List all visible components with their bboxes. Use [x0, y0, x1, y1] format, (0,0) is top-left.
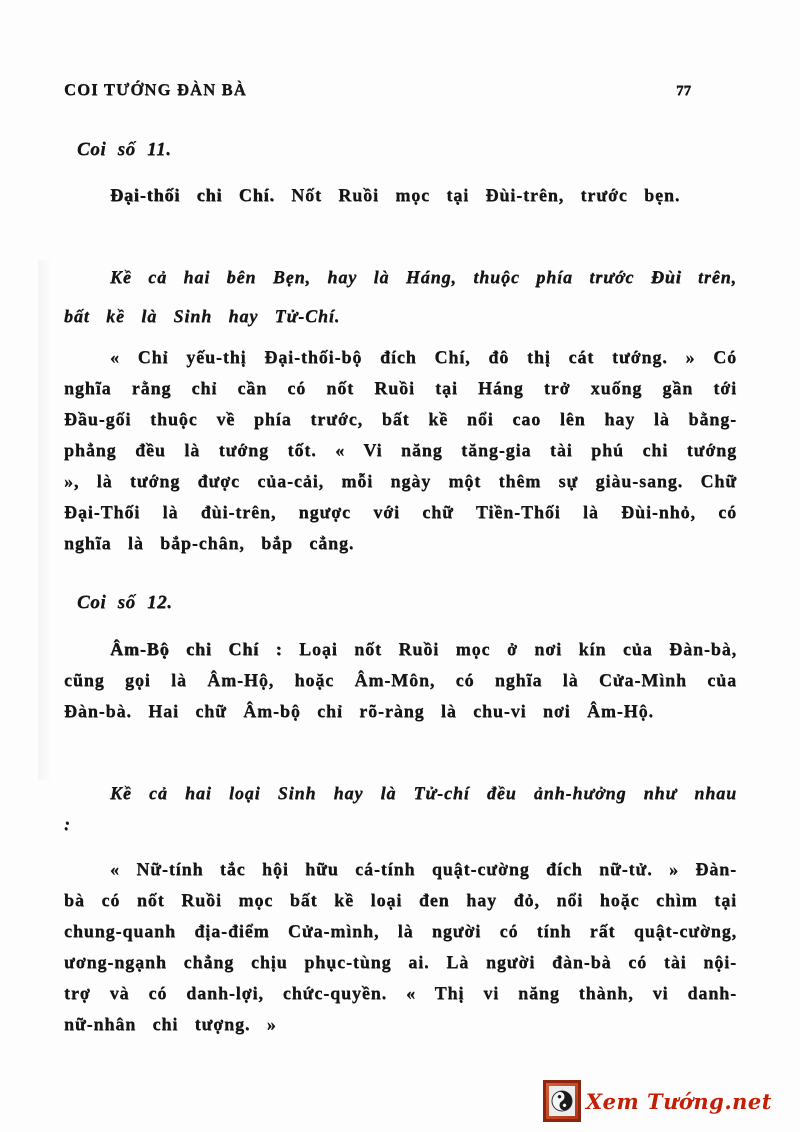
paragraph-chi-yeu-thi-quote: « Chỉ yếu-thị Đại-thối-bộ đích Chí, đô thị cát tướng. » Có nghĩa rằng chỉ cần có nốt Ruồi tại Háng trở xuống gần tới Đầu-gối thuộc về phía trước, bất kề nổi cao lên hay là bằng-phẳng đều là tướng tốt. « Vi năng tăng-gia tài phú chi tướng », là tướng được của-cải, mỗi ngày một thêm sự giàu-sang. Chữ Đại-Thối là đùi-trên, ngược với chữ Tiền-Thối là Đùi-nhỏ, có nghĩa là bắp-chân, bắp cẳng.	[64, 347, 737, 553]
paragraph-nu-tinh-quote: « Nữ-tính tắc hội hữu cá-tính quật-cường đích nữ-tử. » Đàn-bà có nốt Ruồi mọc bất kề loại đen hay đỏ, nổi hoặc chìm tại chung-quanh địa-điểm Cửa-mình, là người có tính rất quật-cường, ương-ngạnh chẳng chịu phục-tùng ai. Là người đàn-bà có tài nội-trợ và có danh-lợi, chức-quyền. « Thị vi năng thành, vi danh-nữ-nhân chi tượng. »	[64, 859, 737, 1034]
site-watermark	[543, 1080, 772, 1122]
paragraph-ke-ca-hai-loai: Kề cả hai loại Sinh hay là Tử-chí đều ảnh-hưởng như nhau :	[64, 783, 737, 834]
italic-note-text: Kề cả hai bên Bẹn, hay là Háng, thuộc phía trước	[110, 267, 635, 287]
section-heading-coi-so-11: Coi số 11.	[77, 139, 172, 160]
emphasized-word: Đùi	[650, 267, 682, 287]
paragraph-ke-ca-hai-ben-ben	[64, 258, 737, 336]
yin-yang-icon	[545, 1085, 578, 1118]
section-heading-coi-so-12: Coi số 12.	[77, 592, 173, 613]
paragraph-body-text: Loại nốt Ruồi mọc ở nơi kín của Đàn-bà, cũng gọi là Âm-Hộ, hoặc Âm-Môn, có nghĩa là Cửa-Mình của Đàn-bà. Hai chữ Âm-bộ chỉ rõ-ràng là chu-vi nơi Âm-Hộ.	[64, 639, 737, 721]
paragraph-dai-thoi-chi-chi	[64, 176, 737, 215]
watermark-site-name: Xem Tướng.net	[585, 1088, 772, 1114]
page-number: 77	[676, 83, 691, 99]
paragraph-body-text: Nốt Ruồi mọc tại Đùi-trên, trước bẹn.	[291, 185, 681, 205]
paragraph-lead-term: Âm-Bộ chi Chí :	[110, 639, 283, 659]
watermark-logo-frame	[543, 1080, 581, 1122]
running-head-title: COI TƯỚNG ĐÀN BÀ	[64, 80, 247, 99]
page-header	[64, 80, 737, 100]
paragraph-am-bo-chi-chi	[64, 634, 737, 727]
paragraph-lead-term: Đại-thối chi Chí.	[110, 185, 275, 205]
italic-note-text: trên, bất kề là Sinh hay Tử-Chí.	[64, 267, 737, 326]
